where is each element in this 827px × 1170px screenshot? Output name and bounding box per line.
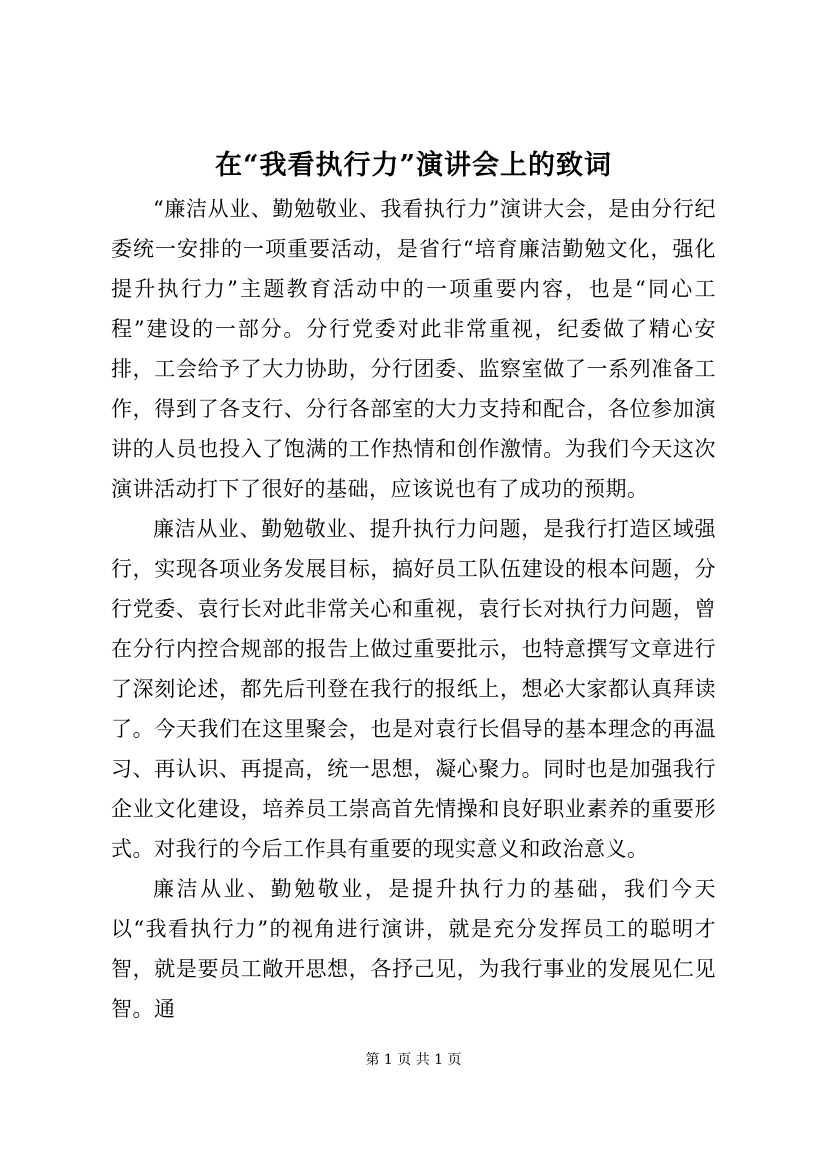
document-title: 在“我看执行力”演讲会上的致词 <box>214 150 613 181</box>
paragraph-3: 廉洁从业、勤勉敬业，是提升执行力的基础，我们今天以“我看执行力”的视角进行演讲，就是充分发挥员工的聪明才智，就是要员工敞开思想，各抒己见，为我行事业的发展见仁见智。通 <box>111 877 716 1021</box>
paragraph-2: 廉洁从业、勤勉敬业、提升执行力问题，是我行打造区域强行，实现各项业务发展目标，搞好员工队伍建设的根本问题，分行党委、袁行长对此非常关心和重视，袁行长对执行力问题，曾在分行内控合规部的报告上做过重要批示，也特意撰写文章进行了深刻论述，都先后刊登在我行的报纸上，想必大家都认真拜读了。今天我们在这里聚会，也是对袁行长倡导的基本理念的再温习、再认识、再提高，统一思想，凝心聚力。同时也是加强我行企业文化建设，培养员工崇高首先情操和良好职业素养的重要形式。对我行的今后工作具有重要的现实意义和政治意义。 <box>111 517 716 861</box>
document-body <box>111 189 716 1029</box>
paragraph-1: “廉洁从业、勤勉敬业、我看执行力”演讲大会，是由分行纪委统一安排的一项重要活动，是省行“培育廉洁勤勉文化，强化提升执行力”主题教育活动中的一项重要内容，也是“同心工程”建设的一部分。分行党委对此非常重视，纪委做了精心安排，工会给予了大力协助，分行团委、监察室做了一系列准备工作，得到了各支行、分行各部室的大力支持和配合，各位参加演讲的人员也投入了饱满的工作热情和创作激情。为我们今天这次演讲活动打下了很好的基础，应该说也有了成功的预期。 <box>111 197 716 501</box>
page-footer: 第 1 页 共 1 页 <box>365 1052 462 1068</box>
